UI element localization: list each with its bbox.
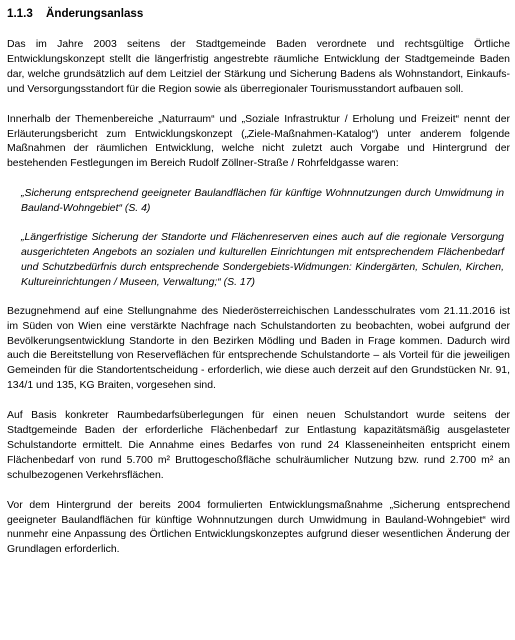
section-title: Änderungsanlass [46,7,144,20]
paragraph-intro: Das im Jahre 2003 seitens der Stadtgemeinde Baden verordnete und rechtsgültige Örtliche Entwicklungskonzept stellt die längerfristig angestrebte räumliche Entwicklung der Stadtgemeinde Baden dar, welche grundsätzlich auf dem Leitziel der Stärkung und Sicherung Badens als Wohnstandort, Einkaufs- und Versorgungsstandort für die Region sowie als überregionaler Tourismusstandort aufbauen soll. [7,39,510,95]
document-page [7,6,510,573]
section-heading [7,6,510,21]
paragraph-landesschulrat: Bezugnehmend auf eine Stellungnahme des Niederösterreichischen Landesschulrates vom 21.11.2016 ist im Süden von Wien eine verstärkte Nachfrage nach Schulstandorten zu beobachten, wobei aufgrund der Bevölkerungsentwicklung Standorte in den Bezirken Mödling und Baden in Frage kommen. Dadurch wird auch die Bereitstellung von Reserveflächen für entsprechende Schulstandorte – als Vorteil für die jeweiligen Gemeinden für die Standortentscheidung - erforderlich, wie diese auch derzeit auf den Grundstücken Nr. 91, 134/1 und 135, KG Braiten, vorgesehen sind. [7,305,510,392]
quote-baulandflaechen: „Sicherung entsprechend geeigneter Baulandflächen für künftige Wohnnutzungen durch Umwidmung in Bauland-Wohngebiet“ (S. 4) [21,188,504,215]
section-number: 1.1.3 [7,7,33,20]
paragraph-themes: Innerhalb der Themenbereiche „Naturraum“ und „Soziale Infrastruktur / Erholung und Freizeit“ nennt der Erläuterungsbericht zum Entwicklungskonzept („Ziele-Maßnahmen-Katalog“) unter anderem folgende Maßnahmen der räumlichen Entwicklung, welche nicht zuletzt auch Vorgabe und Hintergrund der bestehenden Festlegungen im Bereich Rudolf Zöllner-Straße / Rohrfeldgasse waren: [7,113,510,170]
paragraph-raumbedarf: Auf Basis konkreter Raumbedarfsüberlegungen für einen neuen Schulstandort wurde seitens der Stadtgemeinde Baden der erforderliche Flächenbedarf zur Entlastung kapazitätsmäßig ausgelasteter Schulstandorte ermittelt. Die Annahme eines Bedarfes von rund 24 Klasseneinheiten entspricht einem Flächenbedarf von rund 5.700 m² Bruttogeschoßfläche schulräumlicher Nutzung bzw. rund 2.700 m² an schulbezogenen Verkehrsflächen. [7,410,510,481]
paragraph-conclusion: Vor dem Hintergrund der bereits 2004 formulierten Entwicklungsmaßnahme „Sicherung entsprechend geeigneter Baulandflächen für künftige Wohnnutzungen durch Umwidmung in Bauland-Wohngebiet“ wird nunmehr eine Anpassung des Örtlichen Entwicklungskonzeptes aufgrund dieser wesentlichen Änderung der Grundlagen erforderlich. [7,499,510,556]
quote-standorte: „Längerfristige Sicherung der Standorte und Flächenreserven eines auch auf die regionale Versorgung ausgerichteten Angebots an sozialen und kulturellen Einrichtungen mit entsprechendem Flächenbedarf und Schutzbedürfnis durch entsprechende Sondergebiets-Widmungen: Kindergärten, Schulen, Kirchen, Kultureinrichtungen / Museen, Verwaltung;“ (S. 17) [21,232,504,288]
